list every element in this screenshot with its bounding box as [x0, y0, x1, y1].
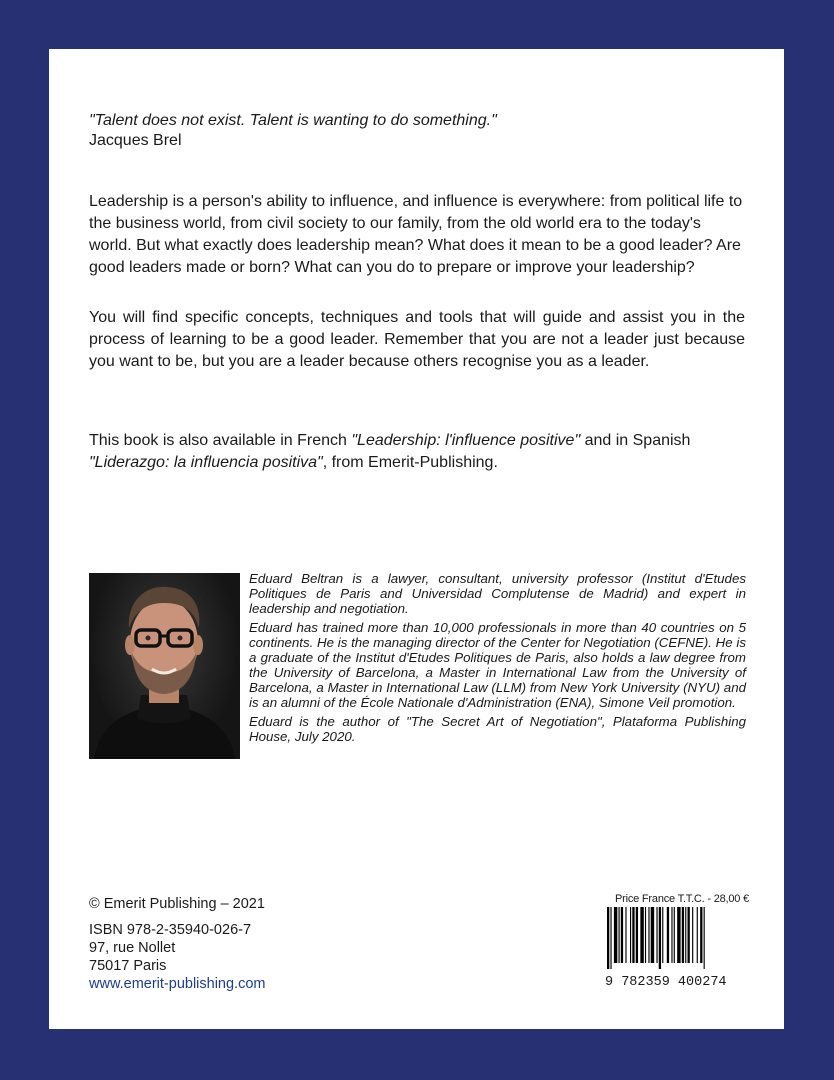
barcode-bar	[704, 907, 705, 969]
guide-paragraph: You will find specific concepts, techniques and tools that will guide and assist you in the process of learning to be a good leader. Remember that you are not a leader just because you want to be, but you are a leader because others recognise you as a leader.	[89, 309, 745, 370]
barcode-bar	[651, 907, 654, 963]
barcode-bar	[667, 907, 669, 963]
intro-paragraph: Leadership is a person's ability to influence, and influence is everywhere: from political life to the business world, from civil society to our family, from the old world era to the today's world. But what exactly does leadership mean? What does it mean to be a good leader? Are good leaders made or born? What can you do to prepare or improve your leadership?	[89, 193, 743, 276]
barcode-bar	[700, 907, 702, 963]
barcode-bar	[640, 907, 643, 963]
website-link[interactable]: www.emerit-publishing.com	[89, 976, 266, 992]
barcode-bar	[632, 907, 634, 963]
copyright: © Emerit Publishing – 2021	[89, 896, 265, 912]
barcode-bar	[674, 907, 675, 963]
availability-paragraph	[89, 430, 745, 474]
address-city: 75017 Paris	[89, 958, 167, 974]
barcode-bar	[648, 907, 649, 963]
barcode-bar	[692, 907, 693, 963]
barcode-bar	[607, 907, 609, 969]
barcode-bar	[645, 907, 646, 963]
author-portrait-image	[89, 573, 240, 759]
barcode-bar	[621, 907, 623, 963]
barcode-bar	[656, 907, 657, 963]
availability-prefix: This book is also available in French	[89, 432, 352, 449]
barcode-bar	[688, 907, 690, 963]
quote-author: Jacques Brel	[89, 132, 182, 149]
back-cover-page	[49, 49, 784, 1029]
availability-middle: and in Spanish	[580, 432, 691, 449]
address-street: 97, rue Nollet	[89, 940, 176, 956]
barcode-bar	[619, 907, 620, 963]
barcode-bar	[614, 907, 617, 963]
availability-suffix: , from Emerit-Publishing.	[322, 454, 498, 471]
barcode-bar	[610, 907, 611, 969]
barcode-bar	[625, 907, 626, 963]
quote-text: "Talent does not exist. Talent is wanting to do something."	[89, 112, 497, 129]
author-photo	[89, 573, 240, 759]
author-bio	[249, 571, 746, 748]
barcode-bar	[682, 907, 684, 963]
barcode-bar	[630, 907, 631, 963]
isbn: ISBN 978-2-35940-026-7	[89, 922, 252, 938]
barcode-bar	[659, 907, 661, 969]
barcode-bar	[662, 907, 663, 963]
price-label: Price France T.T.C. - 28,00 €	[615, 893, 749, 905]
bio-paragraph: Eduard has trained more than 10,000 professionals in more than 40 countries on 5 continents. He is the managing director of the Center for Negotiation (CEFNE). He is a graduate of the Institut d'Etudes Politiques de Paris, also holds a law degree from the University of Barcelona, a Master in International Law from the University of Barcelona, a Master in International Law (LLM) from New York University (NYU) and is an alumni of the École Nationale d'Administration (ENA), Simone Veil promotion.	[249, 620, 746, 710]
barcode-bar	[636, 907, 638, 963]
barcode-block	[605, 893, 749, 990]
bio-paragraph: Eduard is the author of "The Secret Art of Negotiation", Plataforma Publishing House, July 2020.	[249, 714, 746, 744]
publisher-info	[89, 895, 265, 993]
barcode-digits: 9 782359 400274	[605, 975, 727, 990]
barcode-bar	[677, 907, 680, 963]
barcode-bar	[697, 907, 698, 963]
barcode-bar	[685, 907, 686, 963]
bio-paragraph: Eduard Beltran is a lawyer, consultant, university professor (Institut d'Etudes Politiques de Paris and Universidad Complutense de Madrid) and expert in leadership and negotiation.	[249, 571, 746, 616]
epigraph	[89, 111, 497, 151]
french-title: "Leadership: l'influence positive"	[351, 432, 581, 449]
barcode-bar	[671, 907, 672, 963]
spanish-title: "Liderazgo: la influencia positiva"	[89, 454, 323, 471]
barcode-icon	[605, 907, 749, 969]
